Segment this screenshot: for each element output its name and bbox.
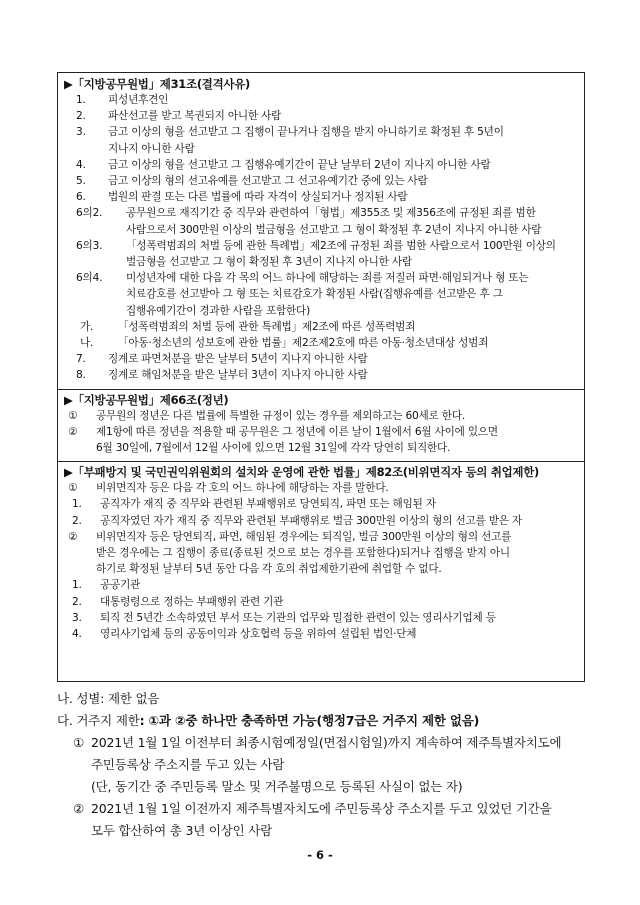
item-label: 2.	[72, 514, 82, 527]
item-label: ①	[68, 482, 78, 495]
item-label: 6의3.	[76, 239, 103, 252]
residence-condition	[57, 710, 597, 732]
residence-cond1-number: ①	[73, 735, 85, 750]
law-section	[58, 384, 584, 457]
residence-cond1-text: 2021년 1월 1일 이전부터 최종시험예정일(면접시험일)까지 계속하여 제주특별자치도에	[91, 735, 562, 750]
item-label: 2.	[76, 110, 86, 123]
section-item	[58, 513, 584, 529]
section-item	[58, 610, 584, 626]
section-item	[58, 222, 584, 238]
item-text: 집행유예기간이 경과한 사람을 포함한다)	[126, 304, 311, 317]
item-text: 금고 이상의 형을 선고받고 그 집행유예기간이 끝난 날부터 2년이 지나지 아니한 사람	[108, 158, 491, 171]
item-text: 공무원으로 재직기간 중 직무와 관련하여「형법」제355조 및 제356조에 규정된 죄를 범한	[126, 207, 536, 220]
section-title: ▶「지방공무원법」제31조(결격사유)	[64, 77, 250, 91]
section-item	[58, 594, 584, 610]
residence-cond1-note: (단, 동기간 중 주민등록 말소 및 거주불명으로 등록된 사실이 없는 자)	[91, 779, 463, 794]
residence-cond1-line1	[57, 732, 597, 754]
item-text: 대통령령으로 정하는 부패행위 관련 기관	[100, 595, 284, 608]
item-text: 비위면직자 등은 다음 각 호의 어느 하나에 해당하는 자를 말한다.	[96, 482, 389, 495]
item-label: 4.	[76, 158, 86, 171]
residence-cond2-line1	[57, 798, 597, 820]
section-item	[58, 157, 584, 173]
residence-cond1-line2: 주민등록상 주소지를 두고 있는 사람	[91, 757, 285, 772]
item-text: 비위면직자 등은 당연퇴직, 파면, 해임된 경우에는 퇴직일, 벌금 300만원 이상의 형의 선고를	[96, 530, 512, 543]
section-item	[58, 440, 584, 456]
eligibility-conditions	[57, 688, 597, 842]
item-text: 파산선고를 받고 복권되지 아니한 사람	[108, 110, 282, 123]
residence-prefix: 다. 거주지 제한	[57, 713, 140, 728]
section-item	[58, 424, 584, 440]
item-text: 금고 이상의 형을 선고받고 그 집행이 끝나거나 집행을 받지 아니하기로 확정된 후 5년이	[108, 126, 504, 139]
section-item	[58, 408, 584, 424]
item-text: 공직자였던 자가 재직 중 직무와 관련된 부패행위로 벌금 300만원 이상의 형의 선고를 받은 자	[100, 514, 523, 527]
residence-cond2-number: ②	[73, 801, 85, 816]
section-title: ▶「지방공무원법」제66조(정년)	[64, 392, 229, 407]
item-label: ②	[68, 425, 78, 438]
item-text: 「성폭력범죄의 처벌 등에 관한 특례법」제2조에 규정된 죄를 범한 사람으로서 100만원 이상의	[126, 239, 556, 252]
item-label: 1.	[72, 498, 82, 511]
item-text: 공공기관	[100, 579, 141, 592]
item-text: 벌금형을 선고받고 그 형이 확정된 후 3년이 지나지 아니한 사람	[126, 256, 412, 269]
item-text: 영리사기업체 등의 공동이익과 상호협력 등을 위하여 설립된 법인·단체	[100, 628, 417, 641]
section-title: ▶「부패방지 및 국민권익위원회의 설치와 운영에 관한 법률」제82조(비위면직자 등의 취업제한)	[64, 465, 540, 480]
item-text: 퇴직 전 5년간 소속하였던 부서 또는 기관의 업무와 밀접한 관련이 있는 영리사기업체 등	[100, 611, 496, 624]
section-item	[58, 205, 584, 221]
residence-cond2-line2: 모두 합산하여 총 3년 이상인 사람	[91, 823, 272, 838]
item-text: 「성폭력범죄의 처벌 등에 관한 특례법」제2조에 따른 성폭력범죄	[118, 320, 416, 333]
item-text: 징계로 해임처분을 받은 날부터 3년이 지나지 아니한 사람	[108, 369, 368, 382]
item-label: ②	[68, 530, 78, 543]
section-item	[58, 173, 584, 189]
law-excerpt-box	[57, 72, 585, 682]
item-text: 지나지 아니한 사람	[108, 142, 195, 155]
section-item	[58, 92, 584, 108]
section-item	[58, 545, 584, 561]
item-text: 미성년자에 대한 다음 각 목의 어느 하나에 해당하는 죄를 저질러 파면·해임되거나 형 또는	[126, 272, 529, 285]
section-item	[58, 319, 584, 335]
law-sections	[58, 73, 584, 642]
item-label: 7.	[76, 353, 86, 366]
item-text: 법원의 판결 또는 다른 법률에 따라 자격이 상실되거나 정지된 사람	[108, 191, 408, 204]
item-label: 6의4.	[76, 272, 103, 285]
section-item	[58, 367, 584, 383]
section-item	[58, 270, 584, 286]
section-item	[58, 124, 584, 140]
item-text: 금고 이상의 형의 선고유예를 선고받고 그 선고유예기간 중에 있는 사람	[108, 175, 428, 188]
section-item	[58, 141, 584, 157]
item-label: 가.	[80, 320, 94, 333]
item-label: 나.	[80, 337, 94, 350]
section-item	[58, 303, 584, 319]
law-section	[58, 456, 584, 642]
item-label: 1.	[72, 579, 82, 592]
section-item	[58, 286, 584, 302]
residence-cond2-text: 2021년 1월 1일 이전까지 제주특별자치도에 주민등록상 주소지를 두고 있었던 기간을	[91, 801, 552, 816]
section-item	[58, 561, 584, 577]
item-text: 제1항에 따른 정년을 적용할 때 공무원은 그 정년에 이른 날이 1월에서 6월 사이에 있으면	[96, 425, 498, 438]
item-label: 1.	[76, 94, 86, 106]
item-label: 8.	[76, 369, 86, 382]
section-item	[58, 335, 584, 351]
section-item	[58, 254, 584, 270]
residence-rule: : ①과 ②중 하나만 충족하면 가능(행정7급은 거주지 제한 없음)	[139, 713, 480, 728]
section-item	[58, 351, 584, 367]
section-item	[58, 238, 584, 254]
item-label: 6.	[76, 191, 86, 204]
section-item	[58, 577, 584, 593]
item-text: 공무원의 정년은 다른 법률에 특별한 규정이 있는 경우를 제외하고는 60세로 한다.	[96, 409, 465, 422]
law-section	[58, 73, 584, 384]
item-text: 공직자가 재직 중 직무와 관련된 부패행위로 당연퇴직, 파면 또는 해임된 자	[100, 498, 436, 511]
item-text: 사람으로서 300만원 이상의 벌금형을 선고받고 그 형이 확정된 후 2년이 지나지 아니한 사람	[126, 223, 542, 236]
section-item	[58, 529, 584, 545]
section-item	[58, 189, 584, 205]
item-text: 하기로 확정된 날부터 5년 동안 다음 각 호의 취업제한기관에 취업할 수 없다.	[96, 563, 442, 576]
section-item	[58, 108, 584, 124]
item-text: 징계로 파면처분을 받은 날부터 5년이 지나지 아니한 사람	[108, 353, 368, 366]
section-divider	[58, 389, 584, 390]
item-label: 6의2.	[76, 207, 103, 220]
item-text: 받은 경우에는 그 집행이 종료(종료된 것으로 보는 경우를 포함한다)되거나 집행을 받지 아니	[96, 547, 510, 560]
item-text: 피성년후견인	[108, 94, 169, 106]
item-label: 3.	[76, 126, 86, 139]
item-text: 「아동·청소년의 성보호에 관한 법률」제2조제2호에 따른 아동·청소년대상 성범죄	[118, 337, 489, 350]
section-divider	[58, 461, 584, 462]
item-label: 2.	[72, 595, 82, 608]
section-item	[58, 480, 584, 496]
gender-condition: 나. 성별: 제한 없음	[57, 691, 160, 706]
section-item	[58, 496, 584, 512]
item-label: 4.	[72, 628, 82, 641]
item-label: ①	[68, 409, 78, 422]
item-text: 6월 30일에, 7월에서 12월 사이에 있으면 12월 31일에 각각 당연히 퇴직한다.	[96, 442, 451, 455]
page-number: - 6 -	[307, 848, 333, 862]
section-item	[58, 626, 584, 642]
item-label: 3.	[72, 611, 82, 624]
item-text: 치료감호를 선고받아 그 형 또는 치료감호가 확정된 사람(집행유예를 선고받은 후 그	[126, 288, 503, 301]
item-label: 5.	[76, 175, 86, 188]
